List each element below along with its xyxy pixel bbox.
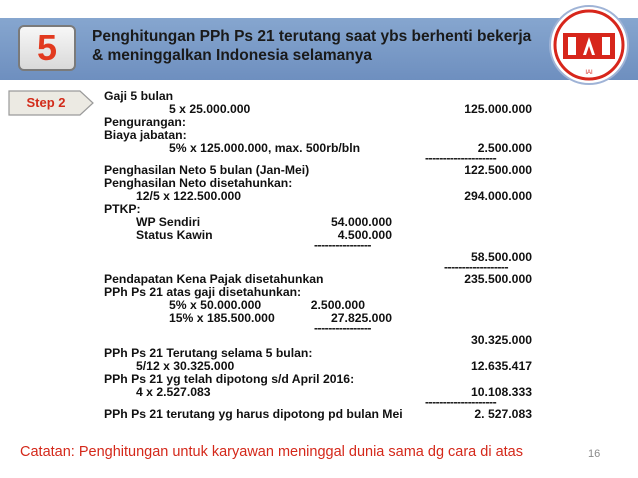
line-pph-5-bulan-value: 12.635.417 bbox=[471, 359, 532, 373]
line-pph-mei-value: 2. 527.083 bbox=[474, 407, 532, 421]
line-tarif-15: 15% x 185.500.000 bbox=[169, 311, 275, 325]
footnote: Catatan: Penghitungan untuk karyawan meninggal dunia sama dg cara di atas bbox=[20, 444, 523, 460]
line-pph-5-bulan-formula: 5/12 x 30.325.000 bbox=[136, 359, 235, 373]
line-gaji-value: 125.000.000 bbox=[464, 102, 532, 116]
line-pph-terutang-5-bulan: PPh Ps 21 Terutang selama 5 bulan: bbox=[104, 346, 313, 360]
line-neto-5-bulan: Penghasilan Neto 5 bulan (Jan-Mei) bbox=[104, 163, 310, 177]
line-wp-sendiri-value: 54.000.000 bbox=[331, 215, 392, 229]
separator-1: -------------------- bbox=[425, 151, 497, 165]
step-label: Step 2 bbox=[26, 95, 66, 110]
line-pkp-value: 235.500.000 bbox=[464, 272, 532, 286]
line-gaji-formula: 5 x 25.000.000 bbox=[169, 102, 251, 116]
line-ptkp: PTKP: bbox=[104, 202, 141, 216]
line-status-kawin: Status Kawin bbox=[136, 228, 213, 242]
line-pph-dipotong-formula: 4 x 2.527.083 bbox=[136, 385, 211, 399]
section-number-badge: 5 bbox=[18, 25, 76, 71]
line-status-kawin-value: 4.500.000 bbox=[337, 228, 392, 242]
line-gaji: Gaji 5 bulan bbox=[104, 89, 174, 103]
line-neto-disetahunkan: Penghasilan Neto disetahunkan: bbox=[104, 176, 293, 190]
title-line-1: Penghitungan PPh Ps 21 terutang saat ybs berhenti bekerja bbox=[92, 28, 532, 45]
line-pph-total-value: 30.325.000 bbox=[471, 333, 532, 347]
line-neto-5-bulan-value: 122.500.000 bbox=[464, 163, 532, 177]
logo-text: IAI bbox=[585, 70, 593, 76]
line-tarif-5: 5% x 50.000.000 bbox=[169, 298, 262, 312]
line-pph-mei: PPh Ps 21 terutang yg harus dipotong pd bulan Mei bbox=[104, 407, 403, 421]
line-ptkp-total-value: 58.500.000 bbox=[471, 250, 532, 264]
line-neto-disetahunkan-value: 294.000.000 bbox=[464, 189, 532, 203]
line-pengurangan: Pengurangan: bbox=[104, 115, 186, 129]
line-tarif-5-value: 2.500.000 bbox=[310, 298, 365, 312]
line-pkp: Pendapatan Kena Pajak disetahunkan bbox=[104, 272, 324, 286]
title-line-2: & meninggalkan Indonesia selamanya bbox=[92, 47, 372, 64]
separator-5: -------------------- bbox=[425, 395, 497, 409]
separator-2: ---------------- bbox=[314, 238, 371, 252]
line-biaya-jabatan: Biaya jabatan: bbox=[104, 128, 187, 142]
line-wp-sendiri: WP Sendiri bbox=[136, 215, 201, 229]
line-pph-dipotong: PPh Ps 21 yg telah dipotong s/d April 2016: bbox=[104, 372, 355, 386]
separator-4: ---------------- bbox=[314, 321, 371, 335]
line-tarif-15-value: 27.825.000 bbox=[331, 311, 392, 325]
line-pph-disetahunkan: PPh Ps 21 atas gaji disetahunkan: bbox=[104, 285, 302, 299]
line-biaya-formula: 5% x 125.000.000, max. 500rb/bln bbox=[169, 141, 361, 155]
line-biaya-value: 2.500.000 bbox=[477, 141, 532, 155]
line-pph-dipotong-value: 10.108.333 bbox=[471, 385, 532, 399]
page-number: 16 bbox=[588, 448, 601, 460]
separator-3: ------------------ bbox=[444, 260, 509, 274]
line-neto-formula: 12/5 x 122.500.000 bbox=[136, 189, 242, 203]
